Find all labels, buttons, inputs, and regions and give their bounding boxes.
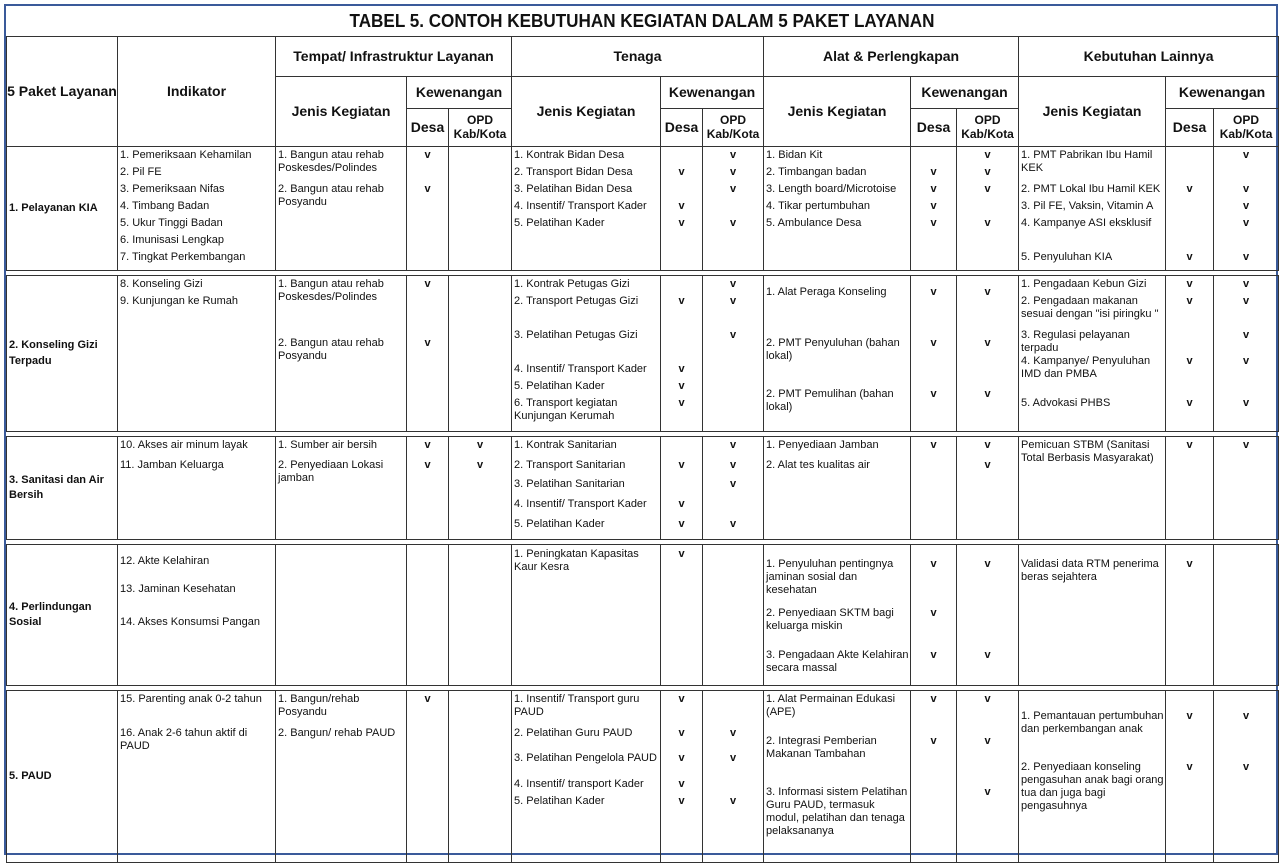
lain-jenis-cell [1019,545,1166,686]
desa-check-mark: v [678,727,685,739]
kegiatan-item: 3. Pengadaan Akte Kelahiran secara massal [766,649,909,674]
infra-opd-cell [449,437,512,540]
desa-check-mark: v [678,217,685,229]
service-name: 3. Sanitasi dan Air Bersih [7,437,118,540]
desa-check-mark: v [1186,295,1193,307]
service-name: 4. Perlindungan Sosial [7,545,118,686]
indikator-item: 5. Ukur Tinggi Badan [120,217,223,229]
header-desa: Desa [407,109,449,147]
service-name: 2. Konseling Gizi Terpadu [7,276,118,432]
header-group-lain: Kebutuhan Lainnya [1019,37,1279,77]
indikator-item: 10. Akses air minum layak [120,439,248,451]
kegiatan-item: 2. Bangun/ rehab PAUD [278,727,396,739]
kegiatan-item: 1. Bangun/rehab Posyandu [278,693,360,718]
opd-check-mark: v [984,786,991,798]
kegiatan-item: 3. Pelatihan Sanitarian [514,478,625,490]
alat-jenis-cell [764,147,911,271]
header-indikator: Indikator [118,37,276,147]
desa-check-mark: v [930,183,937,195]
kegiatan-item: 5. Pelatihan Kader [514,380,605,392]
kegiatan-item: 4. Insentif/ transport Kader [514,778,644,790]
table-row [7,147,1279,271]
desa-check-mark: v [424,337,431,349]
opd-check-mark: v [984,388,991,400]
alat-jenis-cell [764,691,911,863]
opd-check-mark: v [984,459,991,471]
indikator-item: 14. Akses Konsumsi Pangan [120,616,261,628]
desa-check-mark: v [930,200,937,212]
kegiatan-item: 1. Kontrak Petugas Gizi [514,278,630,290]
opd-check-mark: v [476,439,484,451]
lain-opd-cell [1214,276,1279,432]
tenaga-jenis-cell [512,147,661,271]
infra-opd-cell [449,147,512,271]
opd-check-mark: v [729,295,737,307]
opd-check-mark: v [1242,329,1250,341]
desa-check-mark: v [424,149,431,161]
tenaga-desa-cell [661,437,703,540]
kegiatan-item: 2. PMT Lokal Ibu Hamil KEK [1021,183,1161,195]
alat-jenis-cell [764,437,911,540]
desa-check-mark: v [930,388,937,400]
kegiatan-item: 2. Transport Sanitarian [514,459,626,471]
opd-check-mark: v [729,478,737,490]
kegiatan-item: 3. Pil FE, Vaksin, Vitamin A [1021,200,1154,212]
kegiatan-item: 1. Bidan Kit [766,149,823,161]
kegiatan-item: 3. Informasi sistem Pelatihan Guru PAUD, termasuk modul, pelatihan dan tenaga pelaksananya [766,786,908,837]
kegiatan-item: 1. Alat Permainan Edukasi (APE) [766,693,896,718]
header-kewenangan: Kewenangan [911,77,1019,109]
kegiatan-item: 2. Transport Petugas Gizi [514,295,639,307]
header-opd: OPD Kab/Kota [957,109,1019,147]
header-desa: Desa [661,109,703,147]
tenaga-opd-cell [703,147,764,271]
table-row [7,545,1279,686]
tenaga-opd-cell [703,437,764,540]
kegiatan-item: 5. Pelatihan Kader [514,518,605,530]
lain-opd-cell [1214,545,1279,686]
opd-check-mark: v [1242,149,1250,161]
opd-check-mark: v [729,183,737,195]
infra-desa-cell [407,276,449,432]
indikator-item: 8. Konseling Gizi [120,278,203,290]
opd-check-mark: v [729,149,737,161]
indikator-cell [118,545,276,686]
opd-check-mark: v [984,649,991,661]
kegiatan-item: 2. Bangun atau rehab Posyandu [278,337,384,362]
desa-check-mark: v [1186,278,1193,290]
header-paket: 5 Paket Layanan [7,37,118,147]
indikator-item: 11. Jamban Keluarga [120,459,224,471]
lain-opd-cell [1214,147,1279,271]
opd-check-mark: v [729,166,737,178]
table-title: TABEL 5. CONTOH KEBUTUHAN KEGIATAN DALAM 5 PAKET LAYANAN [349,11,935,31]
lain-desa-cell [1166,437,1214,540]
kegiatan-item: Validasi data RTM penerima beras sejahtera [1021,558,1159,583]
tenaga-opd-cell [703,691,764,863]
desa-check-mark: v [678,548,685,560]
indikator-item: 15. Parenting anak 0-2 tahun [120,693,262,705]
desa-check-mark: v [678,363,685,375]
indikator-item: 1. Pemeriksaan Kehamilan [120,149,252,161]
desa-check-mark: v [1186,251,1193,263]
header-group-infra: Tempat/ Infrastruktur Layanan [276,37,512,77]
header-opd: OPD Kab/Kota [703,109,764,147]
infra-opd-cell [449,691,512,863]
desa-check-mark: v [930,286,937,298]
opd-check-mark: v [1242,295,1250,307]
kegiatan-item: 1. Peningkatan Kapasitas Kaur Kesra [514,548,639,573]
opd-check-mark: v [984,183,991,195]
kegiatan-item: 2. PMT Penyuluhan (bahan lokal) [766,337,900,362]
kegiatan-item: 5. Ambulance Desa [766,217,862,229]
kegiatan-item: 2. Penyediaan konseling pengasuhan anak bagi orang tua dan juga bagi pengasuhnya [1021,761,1164,812]
kegiatan-item: 4. Kampanye ASI eksklusif [1021,217,1152,229]
indikator-item: 4. Timbang Badan [120,200,210,212]
kegiatan-item: 4. Insentif/ Transport Kader [514,363,647,375]
kegiatan-item: 3. Regulasi pelayanan terpadu [1021,329,1130,354]
header-group-alat: Alat & Perlengkapan [764,37,1019,77]
kegiatan-item: 5. Pelatihan Kader [514,217,605,229]
kegiatan-item: 3. Pelatihan Petugas Gizi [514,329,638,341]
lain-jenis-cell [1019,147,1166,271]
opd-check-mark: v [729,278,737,290]
alat-opd-cell [957,691,1019,863]
service-name: 1. Pelayanan KIA [7,147,118,271]
opd-check-mark: v [984,439,991,451]
kegiatan-item: 1. Pengadaan Kebun Gizi [1021,278,1147,290]
desa-check-mark: v [424,183,431,195]
header-jenis: Jenis Kegiatan [512,77,661,147]
kegiatan-item: Pemicuan STBM (Sanitasi Total Berbasis Masyarakat) [1021,439,1154,464]
opd-check-mark: v [729,439,737,451]
desa-check-mark: v [678,380,685,392]
header-desa: Desa [911,109,957,147]
opd-check-mark: v [729,518,737,530]
header-kewenangan: Kewenangan [407,77,512,109]
tenaga-jenis-cell [512,545,661,686]
opd-check-mark: v [984,286,991,298]
desa-check-mark: v [930,558,937,570]
kegiatan-item: 3. Length board/Microtoise [766,183,897,195]
opd-check-mark: v [1242,183,1250,195]
infra-opd-cell [449,545,512,686]
indikator-item: 2. Pil FE [120,166,162,178]
tenaga-opd-cell [703,545,764,686]
header-kewenangan: Kewenangan [1166,77,1279,109]
kegiatan-item: 2. PMT Pemulihan (bahan lokal) [766,388,894,413]
kegiatan-item: 5. Pelatihan Kader [514,795,605,807]
tenaga-jenis-cell [512,276,661,432]
opd-check-mark: v [984,217,991,229]
alat-opd-cell [957,545,1019,686]
alat-opd-cell [957,147,1019,271]
indikator-cell [118,437,276,540]
opd-check-mark: v [984,337,991,349]
indikator-cell [118,276,276,432]
infra-jenis-cell [276,147,407,271]
desa-check-mark: v [678,752,685,764]
alat-desa-cell [911,147,957,271]
indikator-cell [118,691,276,863]
tenaga-desa-cell [661,276,703,432]
table-row [7,276,1279,432]
opd-check-mark: v [476,459,484,471]
kegiatan-item: 1. Bangun atau rehab Poskesdes/Polindes [278,149,384,174]
desa-check-mark: v [1186,397,1193,409]
desa-check-mark: v [930,735,937,747]
desa-check-mark: v [1186,558,1193,570]
kegiatan-item: 4. Insentif/ Transport Kader [514,200,647,212]
kegiatan-item: 1. Insentif/ Transport guru PAUD [514,693,640,718]
kegiatan-item: 2. Pengadaan makanan sesuai dengan "isi piringku " [1021,295,1159,320]
desa-check-mark: v [424,278,431,290]
opd-check-mark: v [984,166,991,178]
tenaga-desa-cell [661,147,703,271]
opd-check-mark: v [1242,278,1250,290]
desa-check-mark: v [1186,761,1193,773]
alat-jenis-cell [764,276,911,432]
lain-desa-cell [1166,147,1214,271]
indikator-item: 3. Pemeriksaan Nifas [120,183,225,195]
kegiatan-item: 2. Alat tes kualitas air [766,459,870,471]
kegiatan-item: 5. Penyuluhan KIA [1021,251,1113,263]
kegiatan-item: 4. Insentif/ Transport Kader [514,498,647,510]
kegiatan-item: 2. Integrasi Pemberian Makanan Tambahan [766,735,877,760]
tenaga-jenis-cell [512,437,661,540]
kegiatan-item: 2. Penyediaan SKTM bagi keluarga miskin [766,607,894,632]
desa-check-mark: v [678,693,685,705]
infra-desa-cell [407,147,449,271]
opd-check-mark: v [1242,439,1250,451]
opd-check-mark: v [729,727,737,739]
infra-jenis-cell [276,276,407,432]
opd-check-mark: v [984,149,991,161]
desa-check-mark: v [930,649,937,661]
kegiatan-item: 2. Bangun atau rehab Posyandu [278,183,384,208]
kegiatan-item: 4. Kampanye/ Penyuluhan IMD dan PMBA [1021,355,1151,380]
desa-check-mark: v [678,498,685,510]
alat-desa-cell [911,276,957,432]
opd-check-mark: v [1242,761,1250,773]
header-opd: OPD Kab/Kota [449,109,512,147]
desa-check-mark: v [930,693,937,705]
kegiatan-item: 2. Penyediaan Lokasi jamban [278,459,384,484]
alat-jenis-cell [764,545,911,686]
lain-jenis-cell [1019,691,1166,863]
lain-desa-cell [1166,691,1214,863]
alat-desa-cell [911,437,957,540]
opd-check-mark: v [729,217,737,229]
opd-check-mark: v [1242,397,1250,409]
indikator-item: 16. Anak 2-6 tahun aktif di PAUD [120,727,248,752]
opd-check-mark: v [1242,710,1250,722]
table-row [7,437,1279,540]
kegiatan-item: 3. Pelatihan Bidan Desa [514,183,633,195]
lain-desa-cell [1166,545,1214,686]
opd-check-mark: v [1242,200,1250,212]
desa-check-mark: v [678,518,685,530]
infra-desa-cell [407,545,449,686]
infra-jenis-cell [276,545,407,686]
kegiatan-item: 1. Sumber air bersih [278,439,378,451]
desa-check-mark: v [678,795,685,807]
tenaga-opd-cell [703,276,764,432]
desa-check-mark: v [1186,355,1193,367]
indikator-item: 7. Tingkat Perkembangan [120,251,246,263]
indikator-item: 9. Kunjungan ke Rumah [120,295,239,307]
kegiatan-item: 1. Kontrak Bidan Desa [514,149,625,161]
lain-opd-cell [1214,691,1279,863]
desa-check-mark: v [930,337,937,349]
desa-check-mark: v [930,439,937,451]
opd-check-mark: v [729,795,737,807]
desa-check-mark: v [424,693,431,705]
kegiatan-item: 1. Alat Peraga Konseling [766,286,887,298]
lain-opd-cell [1214,437,1279,540]
desa-check-mark: v [1186,183,1193,195]
header-kewenangan: Kewenangan [661,77,764,109]
desa-check-mark: v [678,459,685,471]
desa-check-mark: v [424,459,431,471]
indikator-item: 6. Imunisasi Lengkap [120,234,224,246]
infra-jenis-cell [276,691,407,863]
kegiatan-item: 3. Pelatihan Pengelola PAUD [514,752,657,764]
header-jenis: Jenis Kegiatan [764,77,911,147]
opd-check-mark: v [729,329,737,341]
header-group-tenaga: Tenaga [512,37,764,77]
tenaga-desa-cell [661,691,703,863]
desa-check-mark: v [678,166,685,178]
services-table [6,36,1279,863]
kegiatan-item: 1. Penyediaan Jamban [766,439,879,451]
indikator-item: 13. Jaminan Kesehatan [120,583,236,595]
kegiatan-item: 2. Timbangan badan [766,166,867,178]
desa-check-mark: v [678,397,685,409]
tenaga-jenis-cell [512,691,661,863]
desa-check-mark: v [930,166,937,178]
alat-desa-cell [911,545,957,686]
kegiatan-item: 1. PMT Pabrikan Ibu Hamil KEK [1021,149,1153,174]
infra-desa-cell [407,437,449,540]
infra-desa-cell [407,691,449,863]
infra-jenis-cell [276,437,407,540]
kegiatan-item: 2. Pelatihan Guru PAUD [514,727,633,739]
kegiatan-item: 2. Transport Bidan Desa [514,166,633,178]
kegiatan-item: 1. Pemantauan pertumbuhan dan perkembangan anak [1021,710,1164,735]
desa-check-mark: v [1186,439,1193,451]
desa-check-mark: v [678,200,685,212]
table-row [7,691,1279,863]
lain-desa-cell [1166,276,1214,432]
indikator-cell [118,147,276,271]
kegiatan-item: 1. Kontrak Sanitarian [514,439,617,451]
kegiatan-item: 4. Tikar pertumbuhan [766,200,870,212]
opd-check-mark: v [729,752,737,764]
alat-desa-cell [911,691,957,863]
header-jenis: Jenis Kegiatan [1019,77,1166,147]
alat-opd-cell [957,276,1019,432]
desa-check-mark: v [678,778,685,790]
indikator-item: 12. Akte Kelahiran [120,555,210,567]
opd-check-mark: v [984,558,991,570]
service-name: 5. PAUD [7,691,118,863]
opd-check-mark: v [729,459,737,471]
opd-check-mark: v [1242,251,1250,263]
opd-check-mark: v [984,693,991,705]
desa-check-mark: v [930,607,937,619]
opd-check-mark: v [1242,217,1250,229]
kegiatan-item: 5. Advokasi PHBS [1021,397,1111,409]
kegiatan-item: 6. Transport kegiatan Kunjungan Kerumah [514,397,618,422]
desa-check-mark: v [424,439,431,451]
opd-check-mark: v [1242,355,1250,367]
header-opd: OPD Kab/Kota [1214,109,1279,147]
header-jenis: Jenis Kegiatan [276,77,407,147]
tenaga-desa-cell [661,545,703,686]
lain-jenis-cell [1019,437,1166,540]
infra-opd-cell [449,276,512,432]
opd-check-mark: v [984,735,991,747]
lain-jenis-cell [1019,276,1166,432]
desa-check-mark: v [1186,710,1193,722]
kegiatan-item: 1. Penyuluhan pentingnya jaminan sosial dan kesehatan [766,558,894,596]
header-desa: Desa [1166,109,1214,147]
kegiatan-item: 1. Bangun atau rehab Poskesdes/Polindes [278,278,384,303]
alat-opd-cell [957,437,1019,540]
desa-check-mark: v [678,295,685,307]
desa-check-mark: v [930,217,937,229]
